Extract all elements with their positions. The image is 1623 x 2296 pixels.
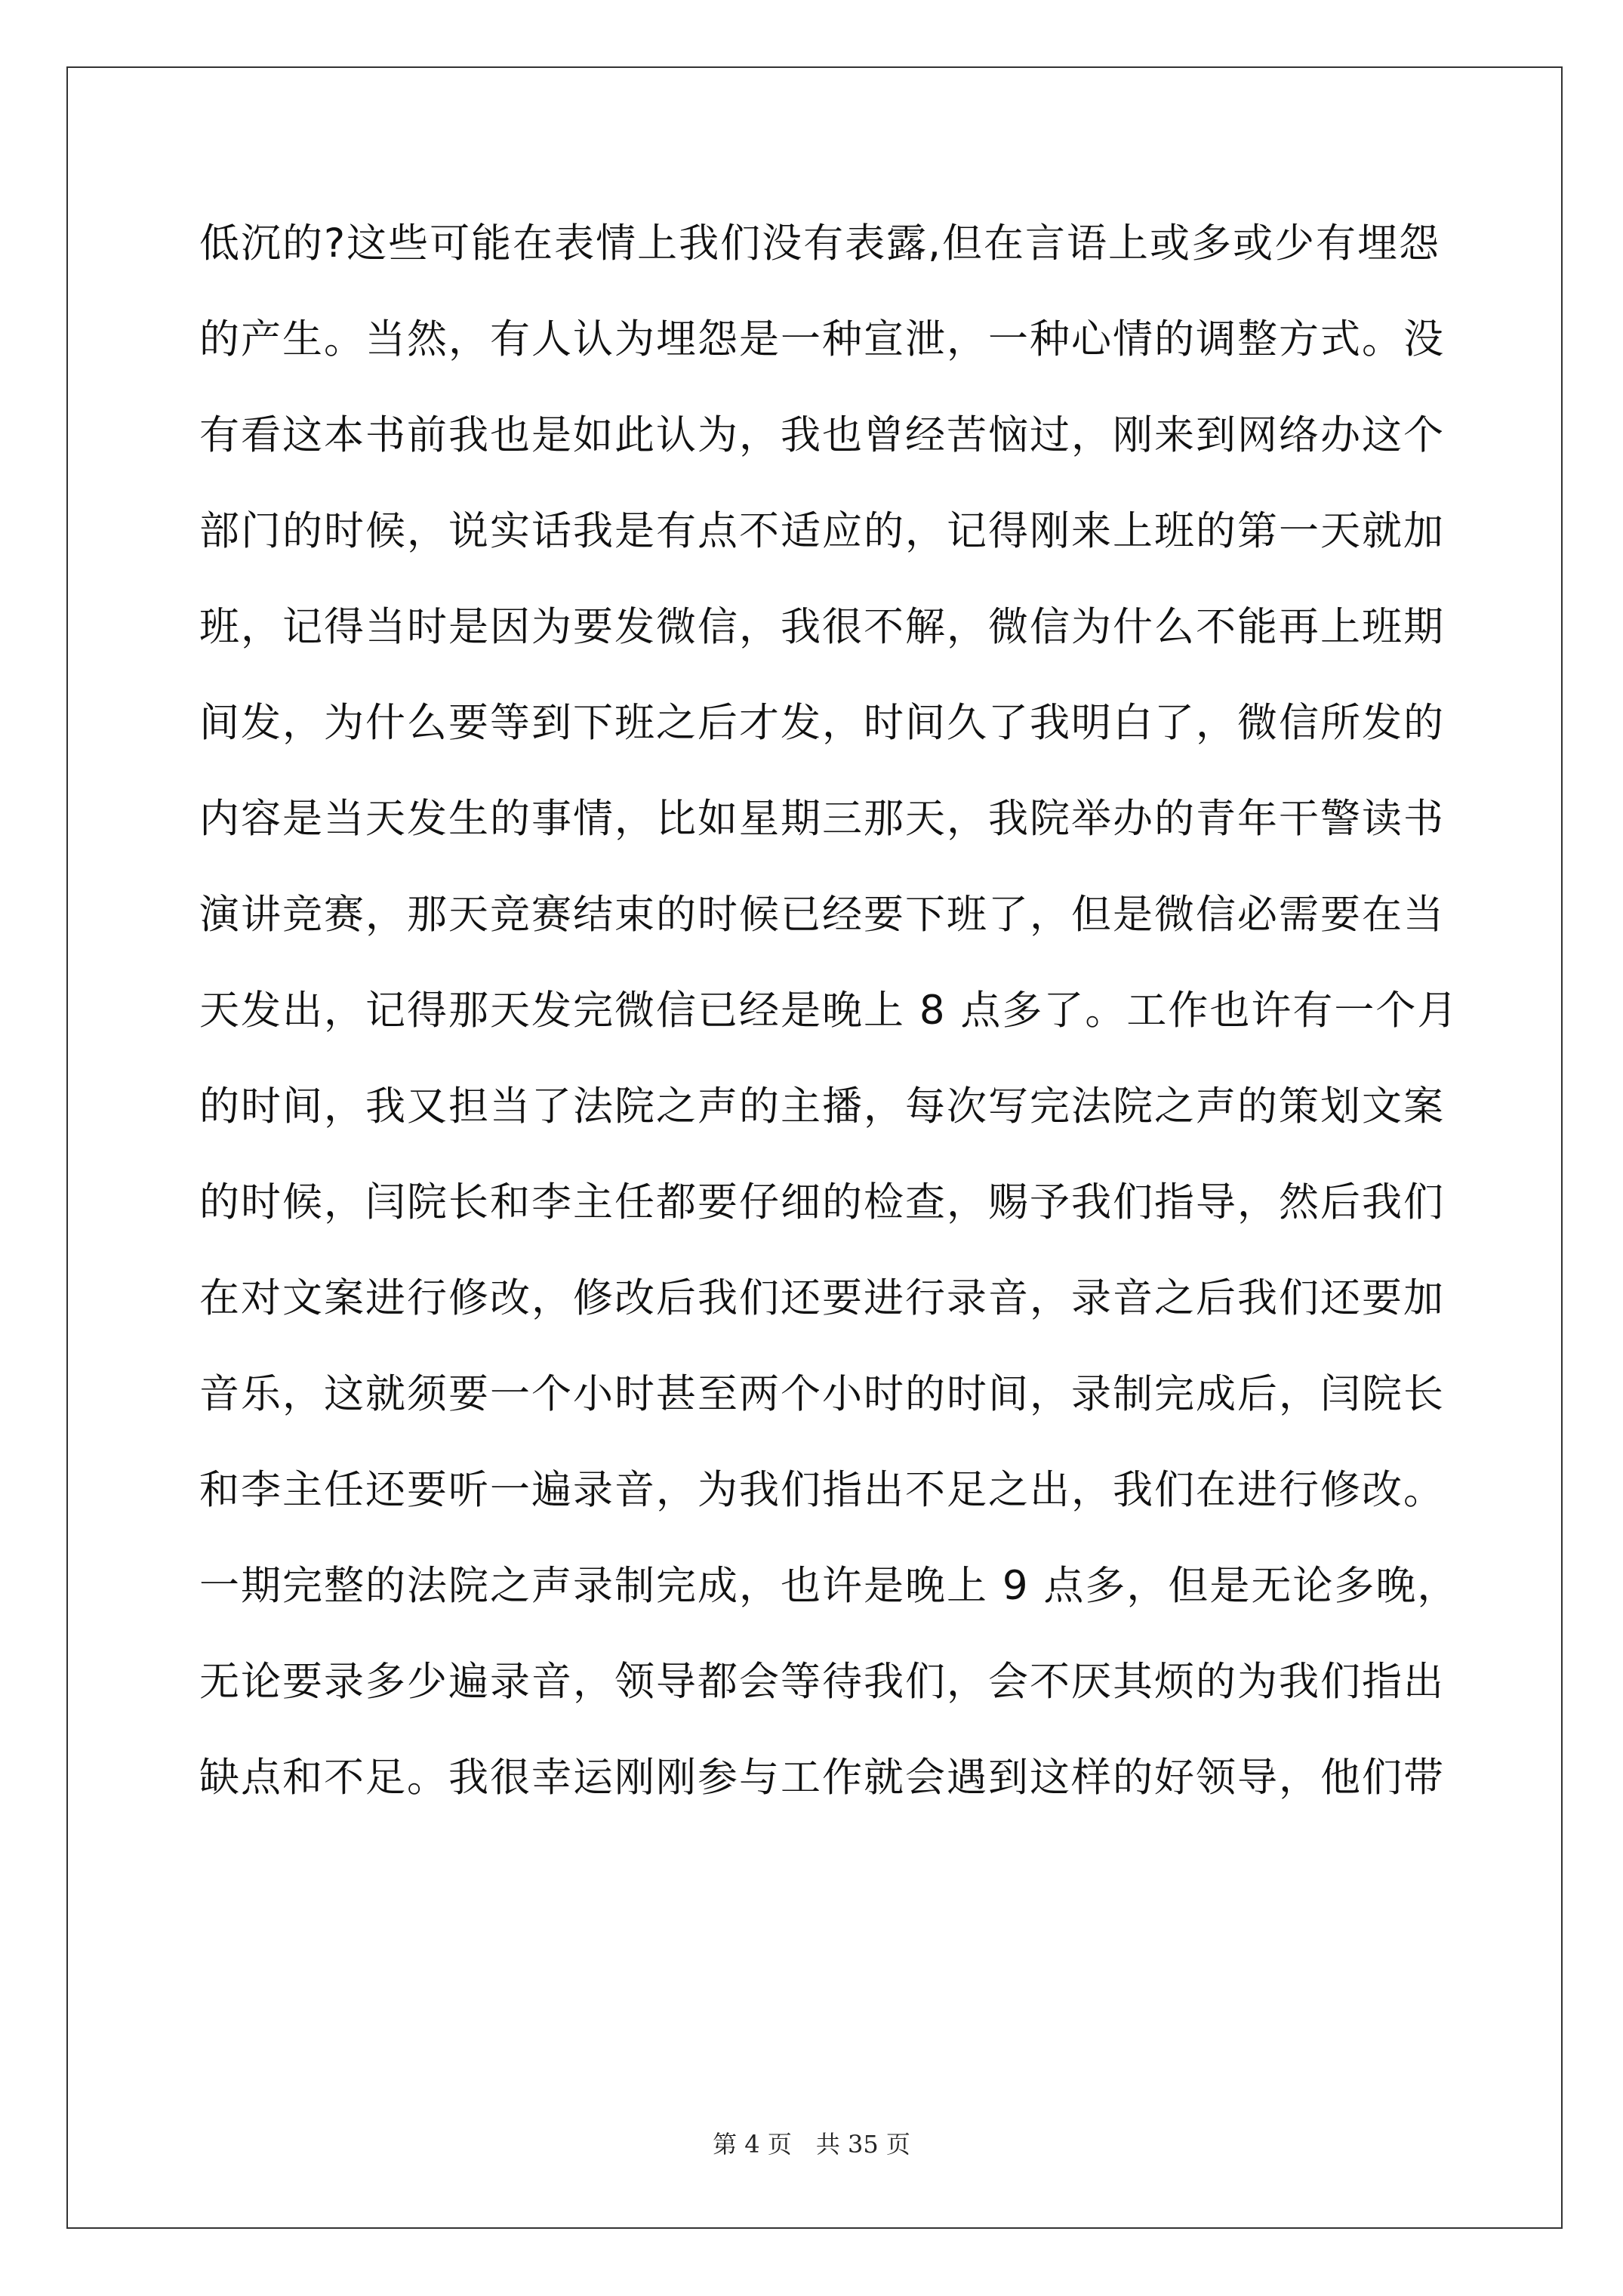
text-line: 的产生。当然，有人认为埋怨是一种宣泄，一种心情的调整方式。没 (199, 316, 1445, 362)
document-body (199, 214, 1459, 1844)
text-line: 在对文案进行修改，修改后我们还要进行录音，录音之后我们还要加 (199, 1275, 1445, 1321)
text-line: 有看这本书前我也是如此认为，我也曾经苦恼过，刚来到网络办这个 (199, 412, 1445, 458)
text-line: 的时候，闫院长和李主任都要仔细的检查，赐予我们指导，然后我们 (199, 1179, 1445, 1225)
text-line: 的时间，我又担当了法院之声的主播，每次写完法院之声的策划文案 (199, 1083, 1445, 1130)
text-line: 内容是当天发生的事情，比如星期三那天，我院举办的青年干警读书 (199, 796, 1445, 842)
text-line: 音乐，这就须要一个小时甚至两个小时的时间，录制完成后，闫院长 (199, 1371, 1445, 1417)
text-line: 低沉的?这些可能在表情上我们没有表露,但在言语上或多或少有埋怨 (199, 220, 1440, 267)
text-line: 间发，为什么要等到下班之后才发，时间久了我明白了，微信所发的 (199, 700, 1445, 746)
page-number: 第 4 页 共 35 页 (713, 2130, 910, 2159)
text-line: 缺点和不足。我很幸运刚刚参与工作就会遇到这样的好领导，他们带 (199, 1755, 1445, 1801)
text-line: 和李主任还要听一遍录音，为我们指出不足之出，我们在进行修改。 (199, 1467, 1445, 1513)
text-line: 无论要录多少遍录音，领导都会等待我们，会不厌其烦的为我们指出 (199, 1659, 1445, 1705)
text-line: 演讲竞赛，那天竞赛结束的时候已经要下班了，但是微信必需要在当 (199, 892, 1445, 938)
text-line: 天发出，记得那天发完微信已经是晚上 8 点多了。工作也许有一个月 (199, 988, 1459, 1034)
text-line: 一期完整的法院之声录制完成，也许是晚上 9 点多，但是无论多晚， (199, 1563, 1459, 1609)
text-line: 部门的时候，说实话我是有点不适应的，记得刚来上班的第一天就加 (199, 508, 1445, 554)
text-line: 班，记得当时是因为要发微信，我很不解，微信为什么不能再上班期 (199, 604, 1445, 650)
